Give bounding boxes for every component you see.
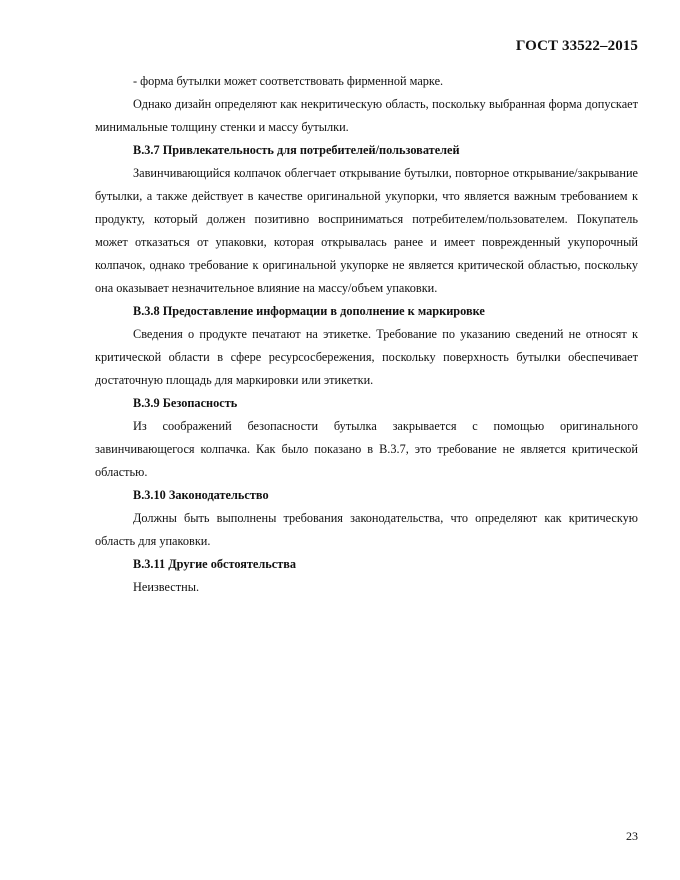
section-title: Другие обстоятельства: [168, 557, 297, 571]
section-text-b310: Должны быть выполнены требования законодательства, что определяют как критическую область для упаковки.: [95, 511, 638, 548]
section-title: Законодательство: [168, 488, 269, 502]
section-number: В.3.11: [133, 557, 166, 571]
standard-id-header: ГОСТ 33522–2015: [515, 38, 638, 54]
section-text-b39: Из соображений безопасности бутылка закрывается с помощью оригинального завинчивающегося колпачка. Как было показано в В.3.7, это требование не является критической областью.: [95, 419, 638, 479]
section-number: В.3.9: [133, 396, 160, 410]
section-heading-b37: [95, 139, 638, 162]
section-number: В.3.8: [133, 304, 160, 318]
section-text-b311: Неизвестны.: [133, 580, 200, 594]
section-heading-b311: [95, 553, 638, 576]
section-heading-b310: [95, 484, 638, 507]
section-title: Безопасность: [162, 396, 238, 410]
page-number: 23: [626, 829, 638, 843]
section-heading-b38: [95, 300, 638, 323]
section-heading-b39: [95, 392, 638, 415]
section-title: Привлекательность для потребителей/пользователей: [162, 143, 460, 157]
bullet-paragraph: - форма бутылки может соответствовать фирменной марке.: [133, 74, 444, 88]
design-paragraph: Однако дизайн определяют как некритическую область, поскольку выбранная форма допускает минимальные толщину стенки и массу бутылки.: [95, 97, 638, 134]
section-number: В.3.7: [133, 143, 160, 157]
section-text-b37: Завинчивающийся колпачок облегчает открывание бутылки, повторное открывание/закрывание бутылки, а также действует в качестве оригинальной укупорки, что является важным требованием к продукту, который должен позитивно восприниматься потребителем/пользователем. Покупатель может отказаться от упаковки, которая открывалась ранее и имеет поврежденный укупорочный колпачок, однако требование к оригинальной укупорке не является критической областью, поскольку она оказывает незначительное влияние на массу/объем упаковки.: [95, 166, 638, 295]
section-text-b38: Сведения о продукте печатают на этикетке. Требование по указанию сведений не относят к критической области в сфере ресурсосбережения, поскольку поверхность бутылки обеспечивает достаточную площадь для маркировки или этикетки.: [95, 327, 638, 387]
section-title: Предоставление информации в дополнение к маркировке: [162, 304, 485, 318]
section-number: В.3.10: [133, 488, 166, 502]
page-content: [95, 70, 638, 599]
